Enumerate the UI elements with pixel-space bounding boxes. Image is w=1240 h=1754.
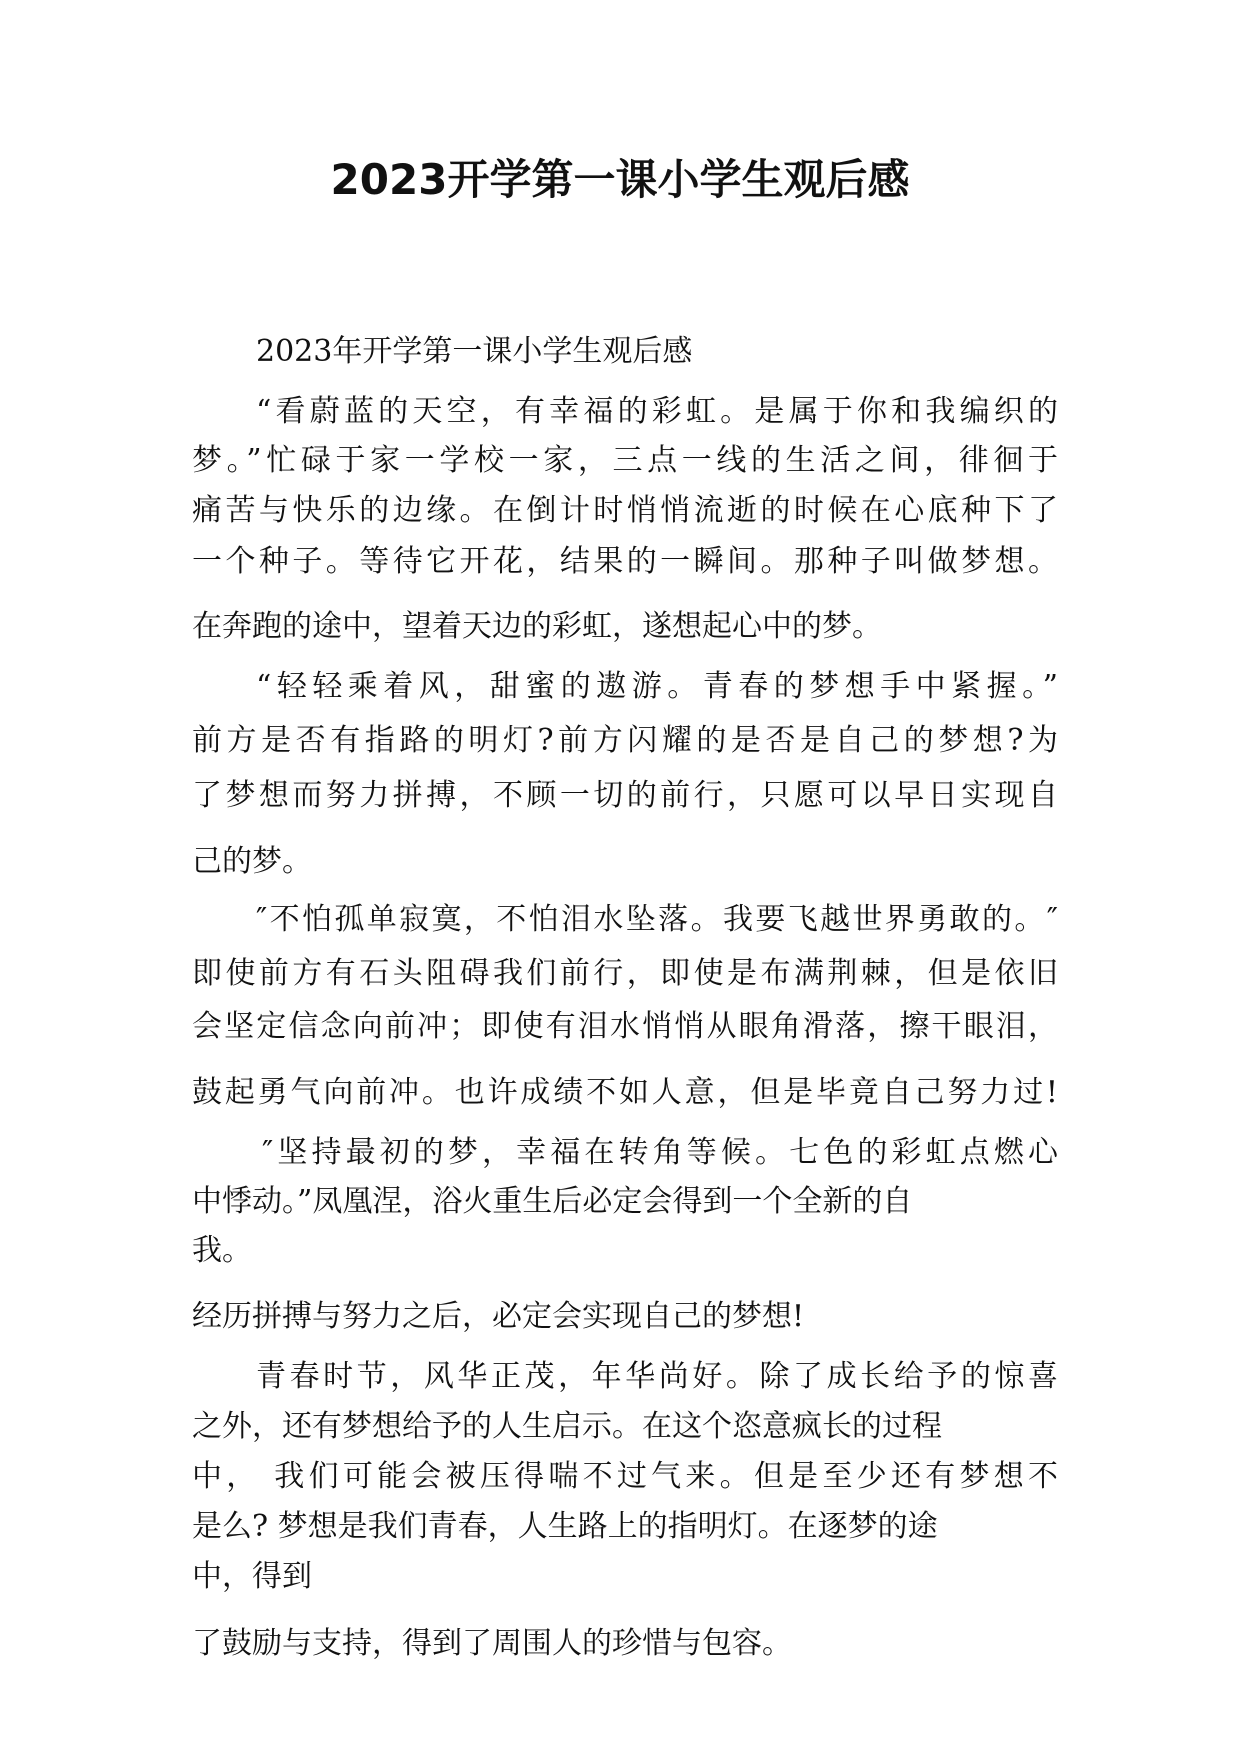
document-title: 2023开学第一课小学生观后感 — [330, 155, 910, 204]
text-line: 一个种子。等待它开花，结果的一瞬间。那种子叫做梦想。 — [192, 544, 1058, 579]
text-line: 己的梦。 — [192, 844, 312, 879]
text-line: 中悸动。”凤凰涅，浴火重生后必定会得到一个全新的自 — [192, 1184, 913, 1219]
text-line: 前方是否有指路的明灯?前方闪耀的是否是自己的梦想?为 — [192, 723, 1058, 758]
text-line: 即使前方有石头阻碍我们前行，即使是布满荆棘，但是依旧 — [192, 956, 1058, 991]
text-line: ″坚持最初的梦，幸福在转角等候。七色的彩虹点燃心 — [262, 1135, 1058, 1170]
text-line: 鼓起勇气向前冲。也许成绩不如人意，但是毕竟自己努力过! — [192, 1075, 1058, 1110]
text-line: “看蔚蓝的天空，有幸福的彩虹。是属于你和我编织的 — [256, 394, 1058, 429]
text-line: 痛苦与快乐的边缘。在倒计时悄悄流逝的时候在心底种下了 — [192, 493, 1058, 528]
text-line: 了鼓励与支持，得到了周围人的珍惜与包容。 — [192, 1626, 792, 1661]
text-line: 之外，还有梦想给予的人生启示。在这个恣意疯长的过程 — [192, 1409, 942, 1444]
text-line: 了梦想而努力拼搏，不顾一切的前行，只愿可以早日实现自 — [192, 778, 1058, 813]
text-line: 中， 我们可能会被压得喘不过气来。但是至少还有梦想不 — [192, 1459, 1058, 1494]
text-line: 中，得到 — [192, 1559, 312, 1594]
text-line: 在奔跑的途中，望着天边的彩虹，遂想起心中的梦。 — [192, 609, 882, 644]
text-line: 梦。”忙碌于家一学校一家，三点一线的生活之间，徘徊于 — [192, 443, 1058, 478]
paragraph-heading-line: 2023年开学第一课小学生观后感 — [256, 334, 693, 369]
text-line: 会坚定信念向前冲；即使有泪水悄悄从眼角滑落，擦干眼泪， — [192, 1009, 1058, 1044]
text-line: 是么? 梦想是我们青春，人生路上的指明灯。在逐梦的途 — [192, 1509, 938, 1544]
text-line: ″不怕孤单寂寞，不怕泪水坠落。我要飞越世界勇敢的。″ — [256, 902, 1058, 937]
text-line: “轻轻乘着风，甜蜜的遨游。青春的梦想手中紧握。” — [256, 669, 1058, 704]
text-line: 我。 — [192, 1233, 252, 1268]
text-line: 青春时节，风华正茂，年华尚好。除了成长给予的惊喜 — [256, 1359, 1058, 1394]
text-line: 经历拼搏与努力之后，必定会实现自己的梦想! — [192, 1299, 805, 1334]
